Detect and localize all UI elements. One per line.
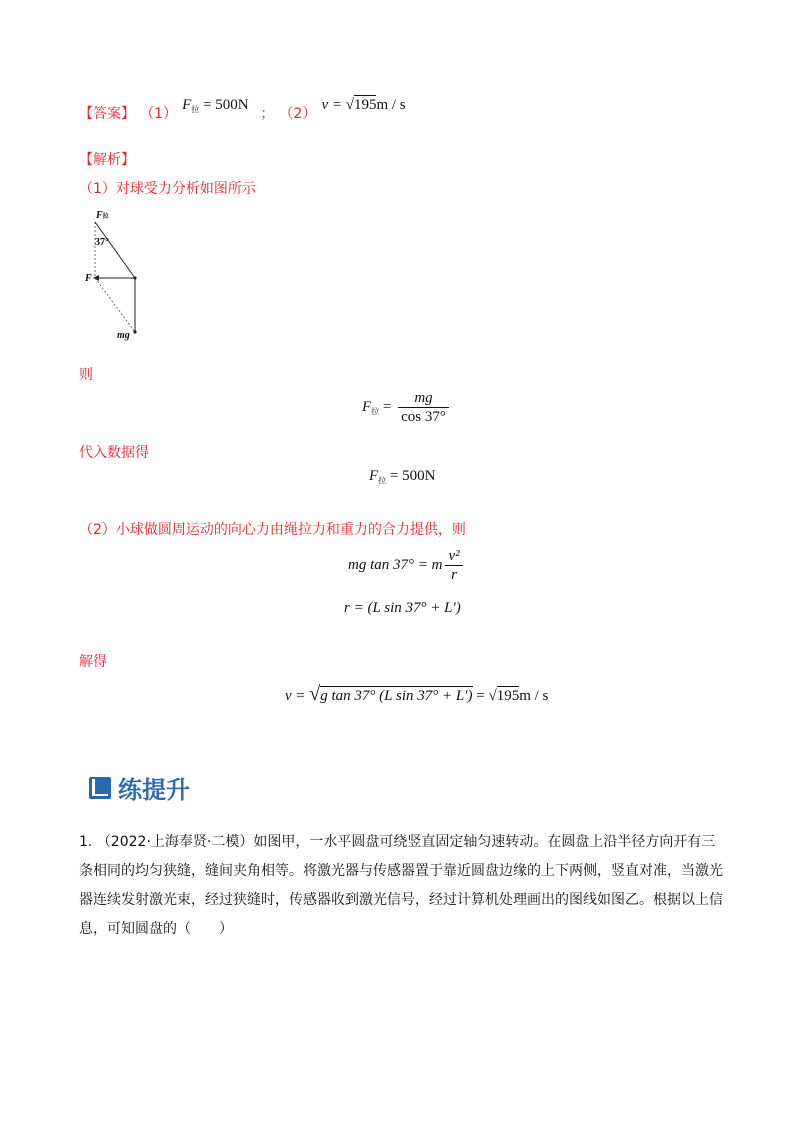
tension-line [95,222,135,278]
equation-tension: $F_拉$ = $\frac{mg}{\cos 37^\circ}$ [362,390,452,425]
answer-label: 【答案】 [79,106,135,122]
answer-part1-formula: $F_拉 = 500N$ [182,97,249,114]
question-number: 1. [79,834,93,850]
answer-separator: ； [260,106,275,122]
angle-label: 37° [95,237,109,248]
question-block [79,828,724,944]
question-text: 如图甲，一水平圆盘可绕竖直固定轴匀速转动。在圆盘上沿半径方向开有三条相同的均匀狭缝，缝间夹角相等。将激光器与传感器置于靠近圆盘边缘的上下两侧，竖直对准，当激光器连续发射激光束，经过狭缝时，传感器收到激光信号，经过计算机处理画出的图线如图乙。根据以上信息，可知圆盘的（ ） [79,834,723,937]
answer-part2-formula: v = √195m / s [321,97,406,113]
then-text: 则 [79,367,93,383]
equation-centripetal: mg tan 37° = m $\frac{\text{v²}}{r}$ [348,548,466,583]
equation-radius: r = (L sin 37° + L′) [344,600,461,616]
gravity-label: mg [117,330,130,341]
solve-text: 解得 [79,654,107,670]
answer-part2-label: （2） [279,106,317,122]
force-arrowhead [93,275,99,281]
analysis-step2: （2）小球做圆周运动的向心力由绳拉力和重力的合力提供，则 [79,522,466,538]
answer-line [79,97,406,124]
section-header [88,770,190,805]
force-label: F [85,273,92,284]
equation-velocity: v = √g tan 37° (L sin 37° + L′) = √195m / s [285,683,549,705]
resultant-dashed-line [95,278,135,332]
section-title: 练提升 [118,776,190,804]
tension-label: F拉 [96,210,109,221]
answer-part1-label: （1） [140,106,178,122]
equation-tension-result: $F_拉 = 500N$ [369,468,436,485]
book-icon [88,776,112,800]
ball-dot [133,276,136,279]
gravity-end-dot [133,330,136,333]
analysis-step1: （1）对球受力分析如图所示 [79,181,256,197]
force-diagram [82,208,152,348]
question-source: （2022·上海奉贤·二模） [96,834,254,850]
analysis-label: 【解析】 [79,152,135,168]
force-diagram-svg [82,208,152,348]
substitute-text: 代入数据得 [79,445,149,461]
